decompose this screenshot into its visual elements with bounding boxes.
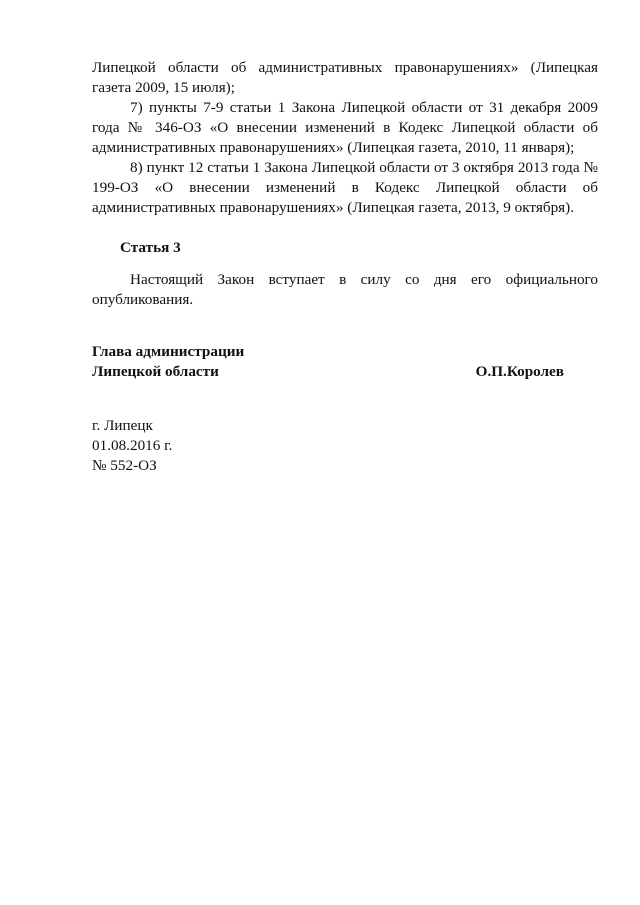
article-3-title: Статья 3 <box>120 239 181 256</box>
paragraph-item-8: 8) пункт 12 статьи 1 Закона Липецкой области от 3 октября 2013 года № 199-ОЗ «О внесении изменений в Кодекс Липецкой области об административных правонарушениях» (Липецкая газета, 2013, 9 октября). <box>92 159 598 216</box>
document-page <box>92 58 598 476</box>
document-footer <box>92 416 598 476</box>
signature-block <box>92 342 598 382</box>
paragraph-item-7: 7) пункты 7-9 статьи 1 Закона Липецкой области от 31 декабря 2009 года № 346-ОЗ «О внесении изменений в Кодекс Липецкой области об административных правонарушениях» (Липецкая газета, 2010, 11 января); <box>92 99 598 156</box>
footer-date: 01.08.2016 г. <box>92 437 173 454</box>
signatory-name: О.П.Королев <box>475 363 564 380</box>
signature-position-line1: Глава администрации <box>92 343 245 360</box>
signature-line <box>92 362 598 382</box>
paragraph-continuation: Липецкой области об административных правонарушениях» (Липецкая газета 2009, 15 июля); <box>92 59 598 96</box>
footer-law-number: № 552-ОЗ <box>92 457 157 474</box>
article-3-text: Настоящий Закон вступает в силу со дня его официального опубликования. <box>92 271 598 308</box>
signature-position-line2: Липецкой области <box>92 363 219 380</box>
footer-city: г. Липецк <box>92 417 153 434</box>
